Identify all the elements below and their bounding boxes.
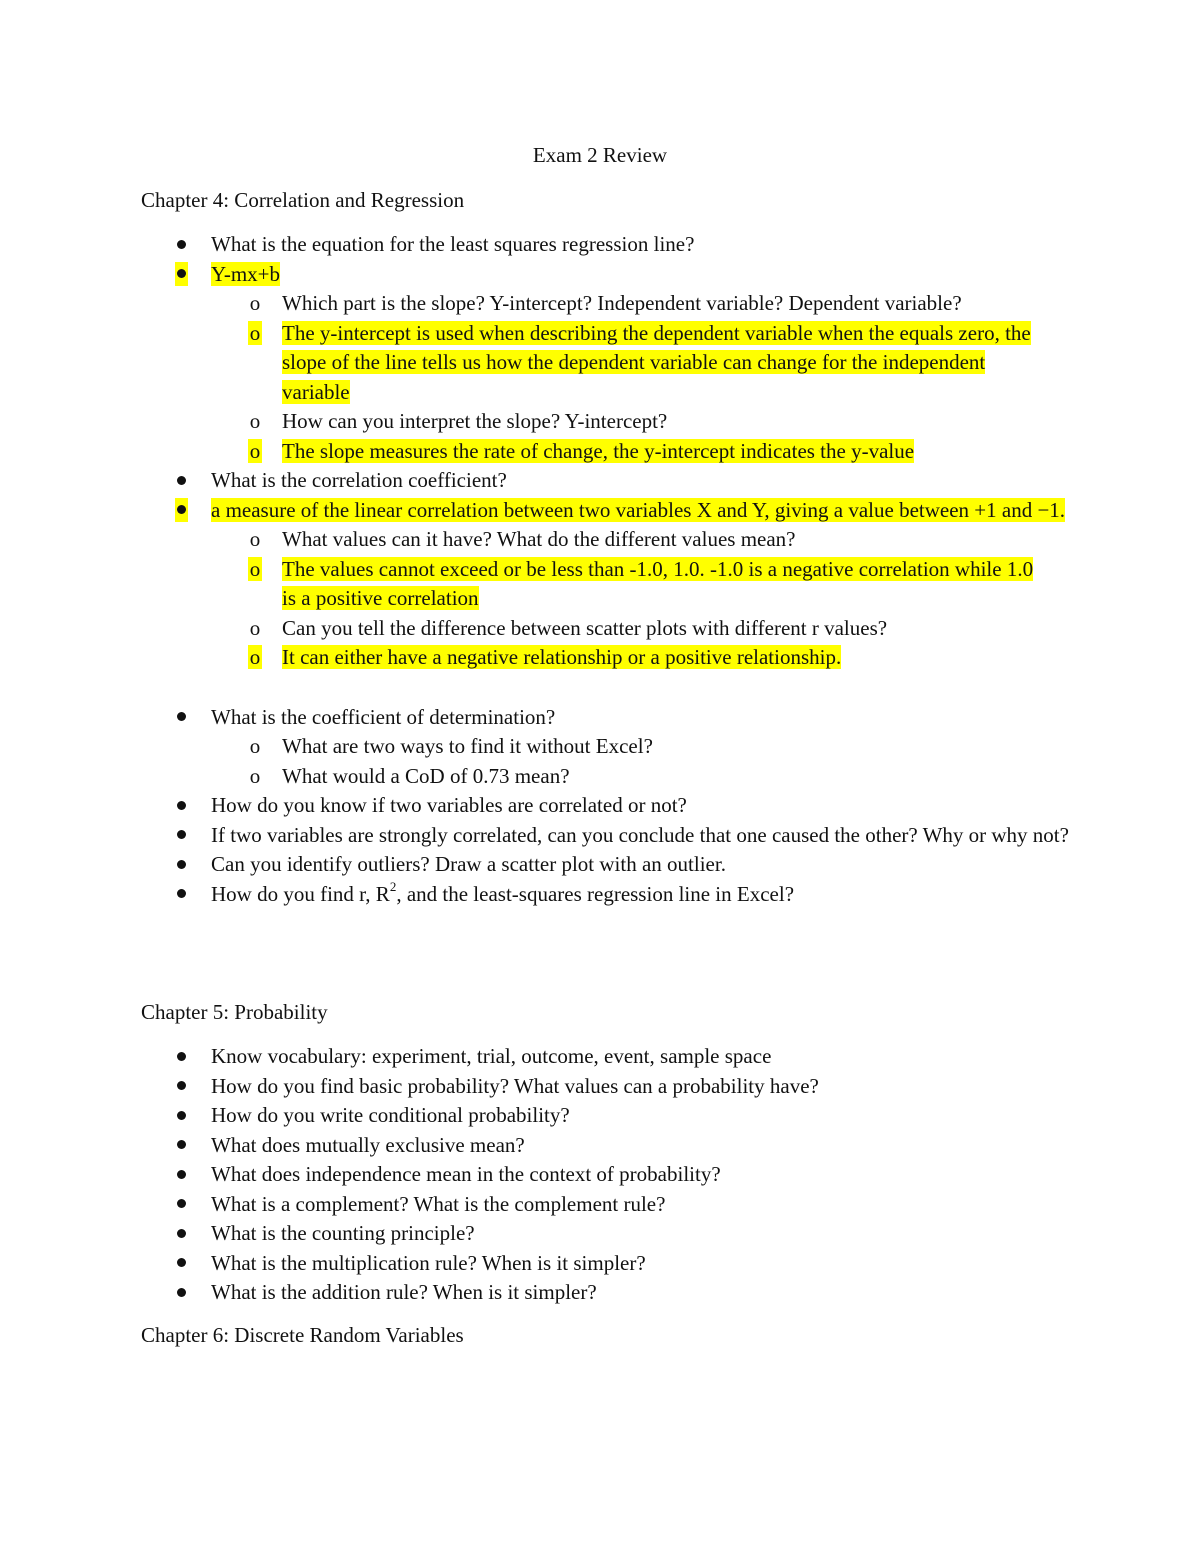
chapter-5-list: [0, 1042, 1200, 1308]
sub-bullet-icon: o: [249, 645, 261, 669]
list-item: o Which part is the slope? Y-intercept? Independent variable? Dependent variable?: [0, 289, 1200, 319]
list-item: What is the counting principle?: [0, 1219, 1200, 1249]
chapter-4-heading: Chapter 4: Correlation and Regression: [141, 188, 465, 212]
list-item: [0, 437, 1200, 467]
sub-bullet-icon: o: [249, 556, 261, 581]
highlighted-answer: a measure of the linear correlation between two variables X and Y, giving a value between +1 and −1.: [211, 497, 1066, 522]
bullet-icon: [173, 1190, 189, 1220]
bullet-icon: [173, 260, 189, 290]
highlighted-answer: The values cannot exceed or be less than -1.0, 1.0. -1.0 is a negative correlation while 1.0 is a positive correlation: [282, 556, 1034, 610]
list-item: o How can you interpret the slope? Y-intercept?: [0, 407, 1200, 437]
bullet-icon: [173, 230, 189, 260]
bullet-icon: [173, 703, 189, 733]
list-item: [0, 319, 1200, 408]
chapter-5-heading: Chapter 5: Probability: [141, 1000, 328, 1024]
bullet-icon: [173, 1101, 189, 1131]
list-item: [0, 496, 1200, 526]
list-item: Know vocabulary: experiment, trial, outcome, event, sample space: [0, 1042, 1200, 1072]
sub-bullet-icon: o: [249, 615, 261, 640]
list-item: [0, 643, 1200, 673]
sub-bullet-icon: o: [249, 734, 261, 758]
list-item: o What are two ways to find it without Excel?: [0, 732, 1200, 762]
list-item: What is the equation for the least squares regression line?: [0, 230, 1200, 260]
list-item: If two variables are strongly correlated, can you conclude that one caused the other? Why or why not?: [0, 821, 1200, 851]
highlighted-answer: The slope measures the rate of change, the y-intercept indicates the y-value: [282, 438, 915, 463]
list-item: [0, 555, 1200, 614]
chapter-4-list: [0, 230, 1200, 909]
bullet-icon: [173, 1042, 189, 1072]
bullet-icon: [173, 1249, 189, 1279]
list-item: What does mutually exclusive mean?: [0, 1131, 1200, 1161]
list-item: How do you find basic probability? What values can a probability have?: [0, 1072, 1200, 1102]
bullet-icon: [173, 1160, 189, 1190]
bullet-icon: [173, 1219, 189, 1249]
bullet-icon: [173, 496, 189, 526]
sub-bullet-icon: o: [249, 320, 261, 345]
sub-bullet-icon: o: [249, 527, 261, 551]
sub-bullet-icon: o: [249, 291, 261, 315]
list-item: How do you write conditional probability?: [0, 1101, 1200, 1131]
bullet-icon: [173, 466, 189, 496]
list-item: How do you find r, $R^2$, and the least-squares regression line in Excel?: [0, 880, 1200, 910]
list-item: o What values can it have? What do the different values mean?: [0, 525, 1200, 555]
list-item: o What would a CoD of 0.73 mean?: [0, 762, 1200, 792]
list-item: What is the correlation coefficient?: [0, 466, 1200, 496]
list-item: [0, 260, 1200, 290]
document-title: Exam 2 Review: [532, 143, 668, 167]
bullet-icon: [173, 791, 189, 821]
chapter-6-heading: Chapter 6: Discrete Random Variables: [141, 1323, 464, 1347]
sub-bullet-icon: o: [249, 763, 261, 788]
highlighted-answer: It can either have a negative relationship or a positive relationship.: [282, 645, 842, 669]
bullet-icon: [173, 821, 189, 851]
list-item: How do you know if two variables are correlated or not?: [0, 791, 1200, 821]
bullet-icon: [173, 850, 189, 880]
list-item: What is the coefficient of determination?: [0, 703, 1200, 733]
bullet-icon: [173, 880, 189, 910]
bullet-icon: [173, 1072, 189, 1102]
sub-bullet-icon: o: [249, 409, 261, 433]
sub-bullet-icon: o: [249, 438, 261, 463]
bullet-icon: [173, 1278, 189, 1308]
bullet-icon: [173, 1131, 189, 1161]
list-item: o Can you tell the difference between scatter plots with different r values?: [0, 614, 1200, 644]
list-item: What is the addition rule? When is it simpler?: [0, 1278, 1200, 1308]
highlighted-answer: The y-intercept is used when describing the dependent variable when the equals zero, the slope of the line tells us how the dependent variable can change for the independent variable: [282, 320, 1031, 404]
list-item: Can you identify outliers? Draw a scatter plot with an outlier.: [0, 850, 1200, 880]
list-item: What does independence mean in the context of probability?: [0, 1160, 1200, 1190]
highlighted-answer: Y-mx+b: [211, 261, 281, 286]
list-item: What is the multiplication rule? When is it simpler?: [0, 1249, 1200, 1279]
list-item: What is a complement? What is the complement rule?: [0, 1190, 1200, 1220]
